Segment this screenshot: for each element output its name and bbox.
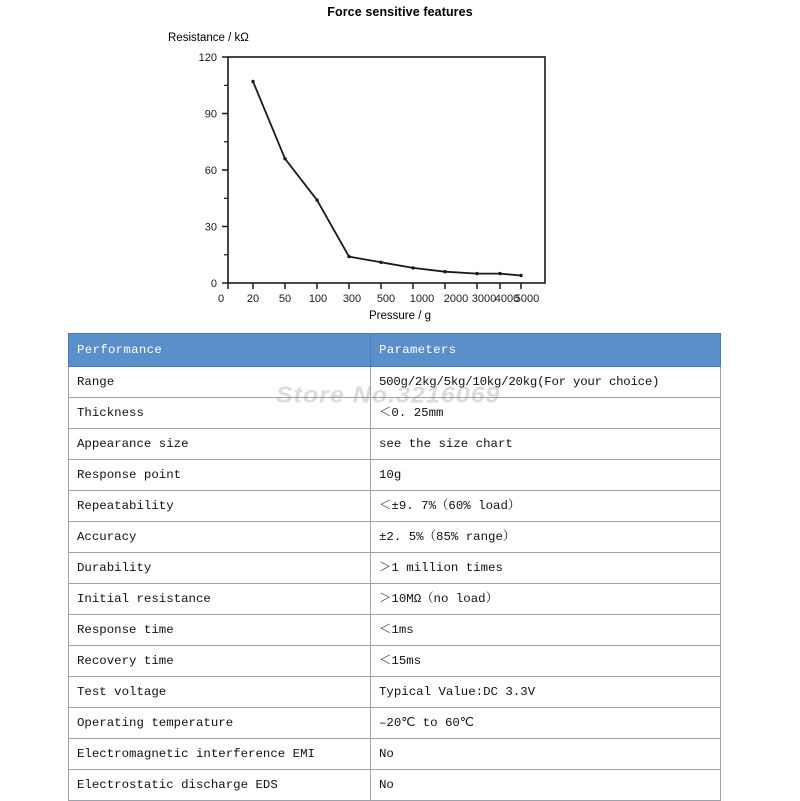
y-axis-major-ticks xyxy=(222,57,228,283)
y-tick-label: 90 xyxy=(204,108,217,121)
plot-frame xyxy=(228,57,545,283)
chart-region xyxy=(0,0,800,330)
y-axis-title: Resistance / kΩ xyxy=(168,32,249,44)
table-row xyxy=(69,646,721,677)
cell-parameters: ＜±9. 7%（60% load） xyxy=(371,491,721,522)
x-tick-label: 20 xyxy=(246,293,260,305)
cell-performance: Response point xyxy=(69,460,371,491)
table-row xyxy=(69,770,721,801)
table-row xyxy=(69,522,721,553)
cell-performance: Electrostatic discharge EDS xyxy=(69,770,371,801)
table-row xyxy=(69,429,721,460)
cell-performance: Recovery time xyxy=(69,646,371,677)
column-header-parameters: Parameters xyxy=(371,334,721,367)
cell-performance: Test voltage xyxy=(69,677,371,708)
cell-performance: Thickness xyxy=(69,398,371,429)
chart-title: Force sensitive features xyxy=(327,5,473,19)
x-axis-tick-labels xyxy=(218,293,539,305)
line-chart-plot xyxy=(0,0,800,330)
cell-performance: Initial resistance xyxy=(69,584,371,615)
cell-parameters: –20℃ to 60℃ xyxy=(371,708,721,739)
data-point xyxy=(379,261,382,264)
cell-performance: Repeatability xyxy=(69,491,371,522)
cell-performance: Response time xyxy=(69,615,371,646)
cell-performance: Operating temperature xyxy=(69,708,371,739)
x-tick-label: 50 xyxy=(278,293,292,305)
x-tick-label: 2000 xyxy=(443,293,469,305)
cell-parameters: ＜0. 25mm xyxy=(371,398,721,429)
x-tick-label: 100 xyxy=(308,293,328,305)
data-point xyxy=(498,272,501,275)
data-point xyxy=(443,270,446,273)
y-tick-label: 0 xyxy=(210,278,217,290)
cell-parameters: see the size chart xyxy=(371,429,721,460)
cell-parameters: ＜15ms xyxy=(371,646,721,677)
data-point xyxy=(283,157,286,160)
cell-performance: Accuracy xyxy=(69,522,371,553)
y-axis-tick-labels xyxy=(199,52,217,290)
table-row xyxy=(69,553,721,584)
cell-performance: Range xyxy=(69,367,371,398)
x-tick-label: 4000 xyxy=(494,293,520,305)
x-axis-title: Pressure / g xyxy=(369,310,431,322)
table-header-row xyxy=(69,334,721,367)
cell-performance: Electromagnetic interference EMI xyxy=(69,739,371,770)
data-point xyxy=(251,80,254,83)
cell-parameters: 500g/2kg/5kg/10kg/20kg(For your choice) xyxy=(371,367,721,398)
data-point xyxy=(475,272,478,275)
data-point xyxy=(315,198,318,201)
table-body xyxy=(69,367,721,801)
table-row xyxy=(69,491,721,522)
store-watermark: Store No.3216069 xyxy=(276,382,501,408)
cell-parameters: No xyxy=(371,739,721,770)
cell-parameters: 10g xyxy=(371,460,721,491)
table-row xyxy=(69,708,721,739)
cell-parameters: Typical Value:DC 3.3V xyxy=(371,677,721,708)
column-header-performance: Performance xyxy=(69,334,371,367)
cell-parameters: ＞1 million times xyxy=(371,553,721,584)
data-point xyxy=(411,266,414,269)
cell-performance: Appearance size xyxy=(69,429,371,460)
x-tick-label: 1000 xyxy=(409,293,435,305)
y-tick-label: 60 xyxy=(204,165,217,177)
table-row xyxy=(69,460,721,491)
x-axis-ticks xyxy=(228,283,521,289)
cell-parameters: ±2. 5%（85% range） xyxy=(371,522,721,553)
table-row xyxy=(69,398,721,429)
cell-parameters: ＜1ms xyxy=(371,615,721,646)
specifications-table xyxy=(68,333,721,801)
data-point xyxy=(519,274,522,277)
cell-performance: Durability xyxy=(69,553,371,584)
table-row xyxy=(69,739,721,770)
table-row xyxy=(69,584,721,615)
table-row xyxy=(69,367,721,398)
x-tick-label: 300 xyxy=(342,293,362,305)
cell-parameters: No xyxy=(371,770,721,801)
x-tick-label: 3000 xyxy=(471,293,497,305)
data-point xyxy=(347,255,350,258)
cell-parameters: ＞10MΩ（no load） xyxy=(371,584,721,615)
x-tick-label: 500 xyxy=(376,293,396,305)
table-row xyxy=(69,677,721,708)
table-row xyxy=(69,615,721,646)
x-tick-label: 5000 xyxy=(514,293,540,305)
y-tick-label: 30 xyxy=(204,221,217,234)
y-tick-label: 120 xyxy=(198,52,217,64)
x-tick-label: 0 xyxy=(217,293,225,305)
